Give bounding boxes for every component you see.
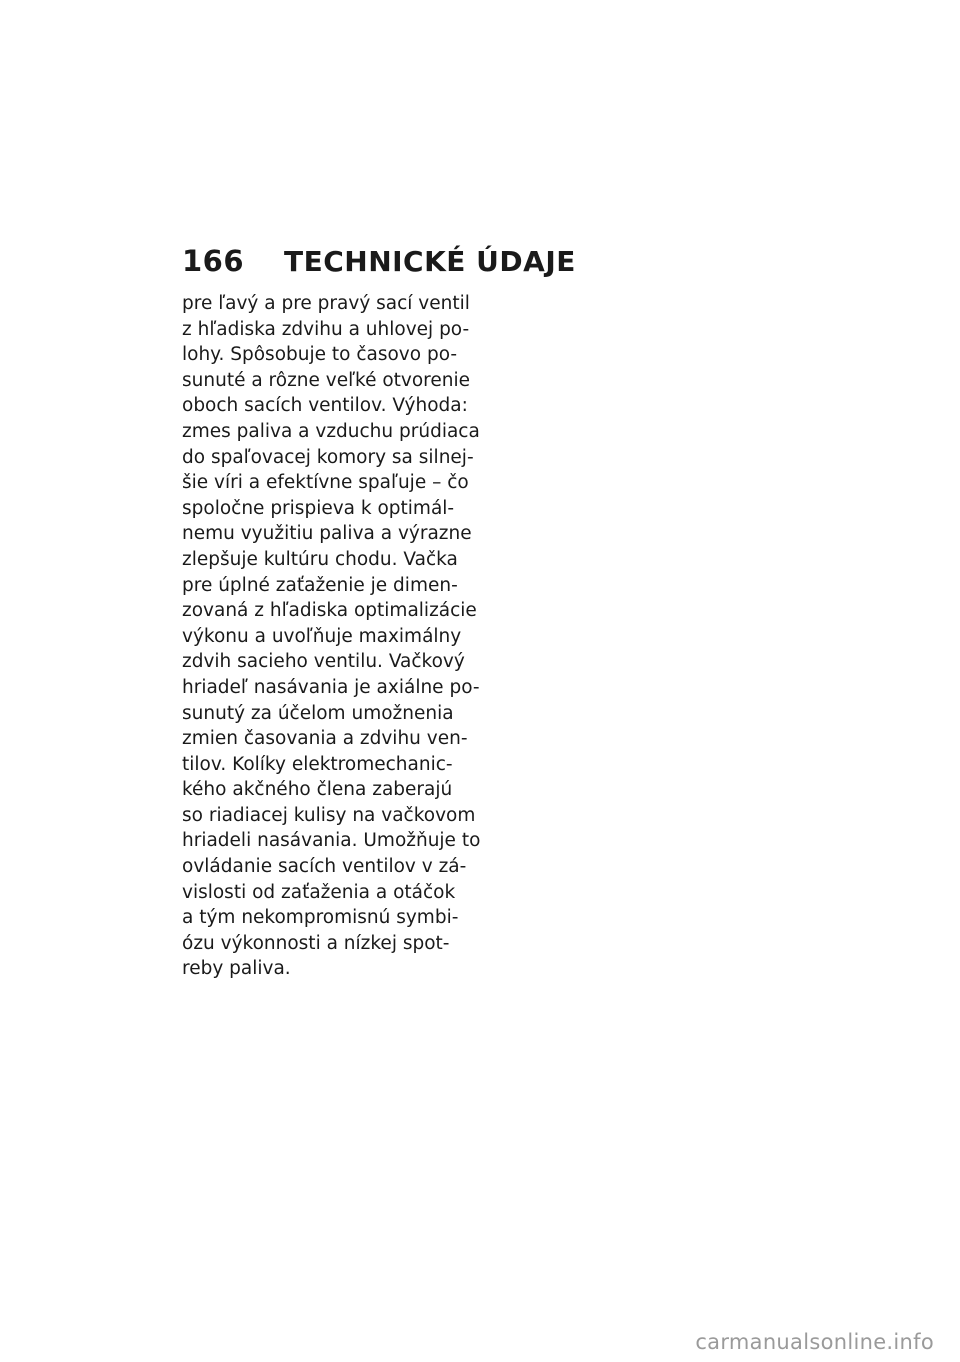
text-line: ózu výkonnosti a nízkej spot- — [182, 932, 450, 954]
text-line: sunutý za účelom umožnenia — [182, 702, 454, 724]
text-line: do spaľovacej komory sa silnej- — [182, 446, 474, 468]
text-line: reby paliva. — [182, 958, 291, 980]
text-line: nemu využitiu paliva a výrazne — [182, 523, 472, 545]
text-line: so riadiacej kulisy na vačkovom — [182, 804, 476, 826]
text-line: hriadeli nasávania. Umožňuje to — [182, 830, 481, 852]
text-line: šie víri a efektívne spaľuje – čo — [182, 472, 469, 494]
text-line: oboch sacích ventilov. Výhoda: — [182, 395, 468, 417]
text-line: a tým nekompromisnú symbi- — [182, 907, 459, 929]
body-paragraph — [182, 291, 482, 982]
text-line: ovládanie sacích ventilov v zá- — [182, 856, 467, 878]
text-line: z hľadiska zdvihu a uhlovej po- — [182, 318, 470, 340]
text-line: pre úplné zaťaženie je dimen- — [182, 574, 458, 596]
text-line: zovaná z hľadiska optimalizácie — [182, 600, 477, 622]
text-line: hriadeľ nasávania je axiálne po- — [182, 676, 480, 698]
text-line: zdvih sacieho ventilu. Vačkový — [182, 651, 465, 673]
text-line: výkonu a uvoľňuje maximálny — [182, 625, 462, 647]
text-line: lohy. Spôsobuje to časovo po- — [182, 344, 458, 366]
text-line: pre ľavý a pre pravý sací ventil — [182, 293, 470, 314]
text-line: kého akčného člena zaberajú — [182, 779, 453, 801]
text-line: vislosti od zaťaženia a otáčok — [182, 881, 456, 903]
section-title: TECHNICKÉ ÚDAJE — [284, 245, 576, 278]
text-line: zlepšuje kultúru chodu. Vačka — [182, 548, 458, 570]
text-line: spoločne prispieva k optimál- — [182, 497, 455, 519]
text-line: zmien časovania a zdvihu ven- — [182, 728, 468, 750]
watermark-link[interactable]: carmanualsonline.info — [695, 1330, 934, 1354]
text-line: tilov. Kolíky elektromechanic- — [182, 753, 453, 775]
text-line: zmes paliva a vzduchu prúdiaca — [182, 420, 480, 442]
text-line: sunuté a rôzne veľké otvorenie — [182, 369, 471, 391]
page-number: 166 — [182, 244, 245, 278]
page-header — [182, 244, 576, 278]
